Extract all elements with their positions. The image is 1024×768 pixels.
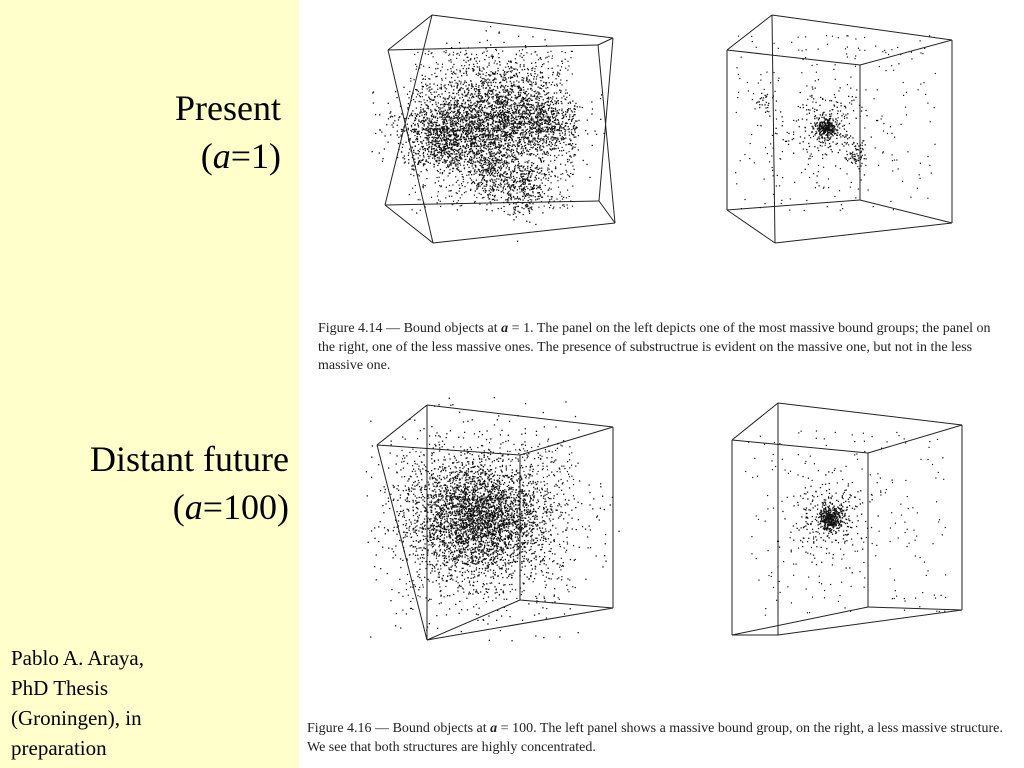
credit-line: preparation (11, 736, 107, 760)
cube-edge (772, 15, 952, 40)
cube-edge (427, 608, 613, 640)
cube-edge (775, 223, 952, 243)
caption-text: = 1. (508, 321, 534, 336)
credit-line: PhD Thesis (11, 676, 109, 700)
caption-text: = 100. (497, 721, 537, 736)
cube-edge (388, 15, 432, 50)
panel-future-massive (365, 395, 630, 645)
panel-future-less-massive (720, 395, 970, 645)
caption-text: Bound objects at (400, 321, 502, 336)
cube-edge (427, 600, 520, 640)
future-param-val: =100) (202, 487, 289, 527)
cube-edge (388, 45, 598, 50)
cube-edge (427, 405, 613, 427)
credit (11, 643, 144, 763)
sidebar (0, 0, 299, 768)
future-label: Distant future (90, 439, 289, 479)
figure-4-16-caption (307, 720, 1017, 757)
cube-edge (778, 403, 962, 425)
cube-edge (868, 425, 962, 453)
caption-text: The panel on the left depicts one of the most massive bound groups; the panel on the right, one of the less massive ones. The presence of substructrue is evident on the massive one, but not in the less massive one. (318, 321, 991, 373)
cube-edge (860, 40, 952, 65)
present-title (175, 84, 281, 180)
cube-edge (868, 607, 962, 610)
cube-edge (598, 45, 615, 223)
cube-edge (377, 405, 427, 445)
caption-label: Figure 4.14 — (318, 321, 401, 336)
credit-line: Pablo A. Araya, (11, 646, 144, 670)
present-param-var: a (212, 136, 231, 176)
cube-edge (599, 201, 615, 223)
panel-present-massive (370, 5, 630, 250)
cube-edge (727, 210, 775, 243)
caption-label: Figure 4.16 — (307, 721, 390, 736)
caption-text: The left panel shows a massive bound group, on the right, a less massive structure. We see that both structures are highly concentrated. (307, 721, 1003, 755)
future-param-var: a (184, 487, 203, 527)
cube-edge (727, 50, 860, 65)
cube-edge (732, 403, 778, 440)
cube-edge (433, 223, 615, 243)
particle-cloud (735, 35, 936, 211)
figure-4-14-caption (318, 320, 1008, 376)
present-label: Present (175, 88, 281, 128)
future-title (90, 435, 289, 531)
present-param: (a=1) (200, 136, 281, 176)
caption-var: a (490, 721, 498, 736)
cube-edge (432, 15, 613, 38)
cube-edge (727, 200, 860, 210)
cube-edge (732, 440, 868, 453)
cube-edge (732, 607, 868, 635)
caption-text: Bound objects at (389, 721, 491, 736)
particle-cloud (745, 430, 946, 615)
cube-edge (520, 427, 613, 455)
cube-edge (598, 38, 613, 45)
cube-edge (772, 15, 775, 243)
caption-var: a (501, 321, 509, 336)
future-param: (a=100) (172, 487, 289, 527)
cube-edge (860, 200, 952, 223)
credit-line: (Groningen), in (11, 706, 142, 730)
present-param-val: =1) (230, 136, 281, 176)
cube-edge (520, 600, 613, 608)
particle-cloud (370, 26, 630, 242)
particle-cloud (365, 395, 630, 645)
cube-edge (778, 610, 962, 635)
panel-present-less-massive (715, 5, 965, 250)
cube-edge (727, 15, 772, 50)
